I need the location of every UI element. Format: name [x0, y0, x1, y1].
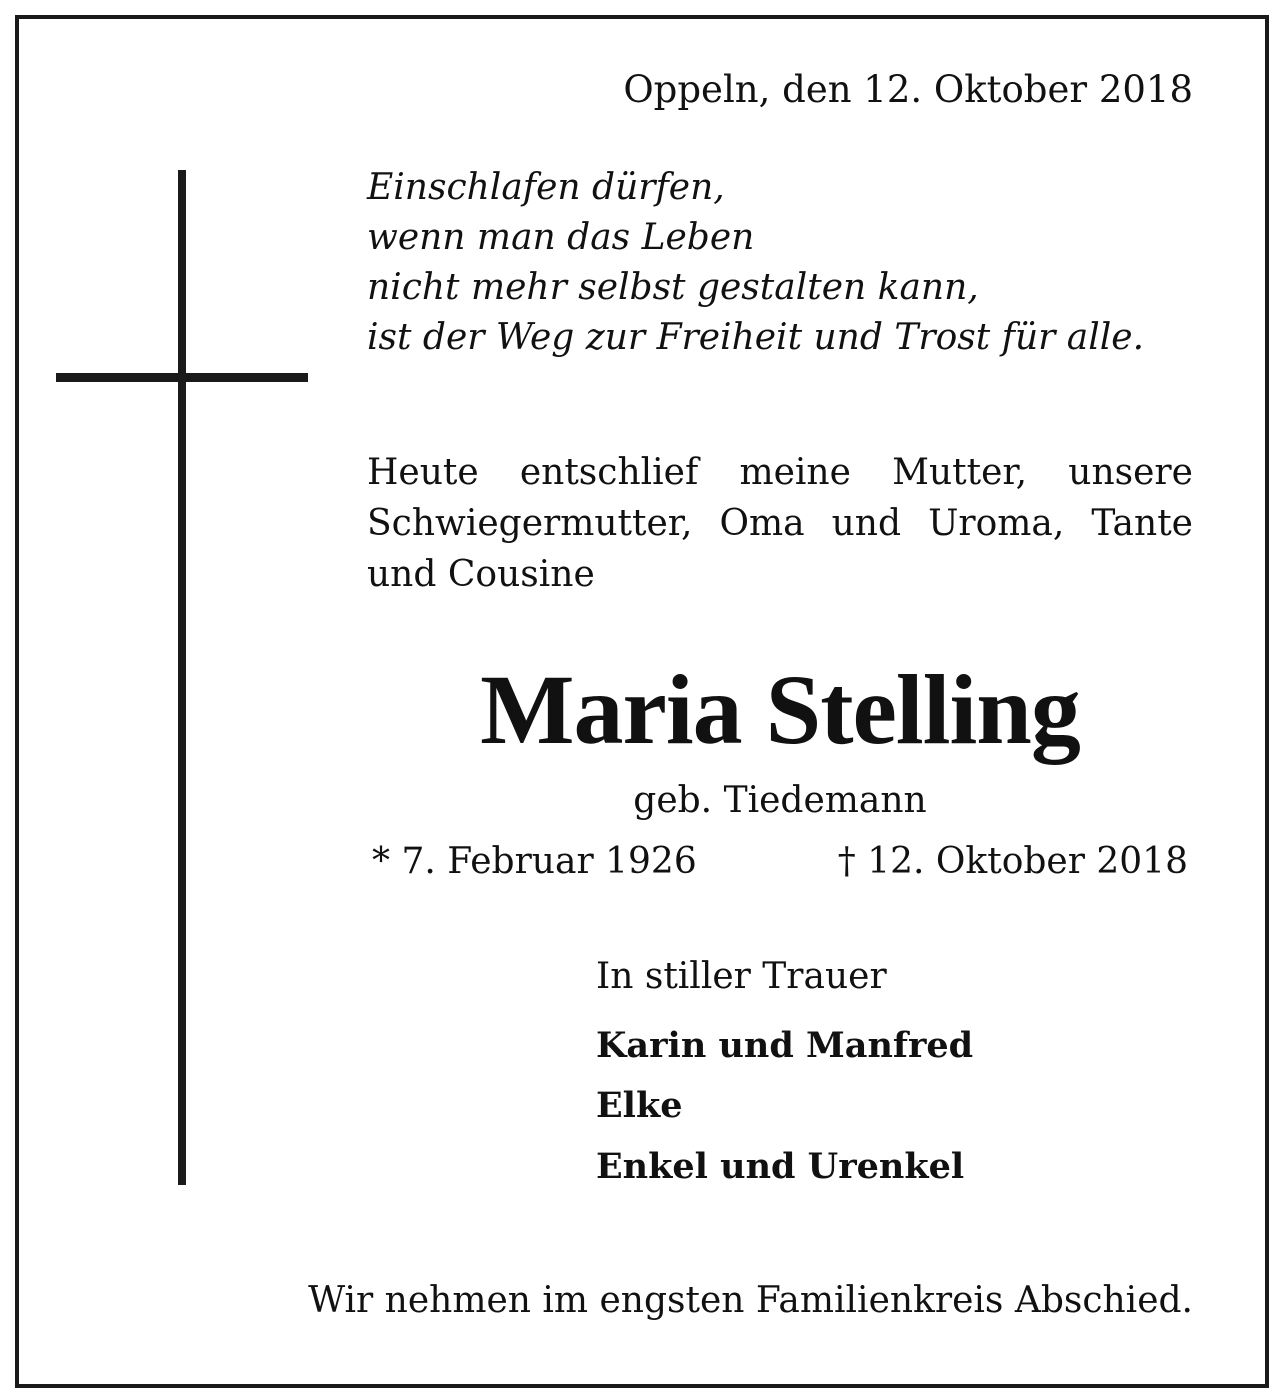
birth-date: * 7. Februar 1926: [372, 841, 697, 882]
word: Oma: [719, 503, 805, 544]
word: Tante: [1091, 503, 1193, 544]
cross-vertical-bar: [178, 170, 186, 1185]
mourner-name: Elke: [596, 1085, 683, 1126]
word: und: [831, 503, 902, 544]
closing-line: Wir nehmen im engsten Familienkreis Abschied.: [308, 1280, 1193, 1321]
word: Heute: [367, 452, 479, 493]
mourner-name: Karin und Manfred: [596, 1025, 974, 1066]
announcement-line: [367, 447, 1193, 498]
maiden-name: geb. Tiedemann: [633, 780, 927, 821]
place-and-date: Oppeln, den 12. Oktober 2018: [623, 68, 1193, 111]
poem-line: wenn man das Leben: [367, 217, 755, 258]
word: meine: [739, 452, 851, 493]
word: unsere: [1068, 452, 1193, 493]
mourner-name: Enkel und Urenkel: [596, 1146, 965, 1187]
announcement-line: und Cousine: [367, 554, 595, 595]
word: Schwiegermutter,: [367, 503, 693, 544]
mourning-phrase: In stiller Trauer: [596, 956, 887, 997]
deceased-name: Maria Stelling: [480, 654, 1080, 765]
poem-line: ist der Weg zur Freiheit und Trost für alle.: [367, 317, 1145, 358]
poem: [367, 163, 1193, 363]
death-date: † 12. Oktober 2018: [837, 841, 1188, 882]
word: Mutter,: [892, 452, 1028, 493]
cross-horizontal-bar: [56, 373, 308, 382]
announcement-text: [367, 447, 1193, 600]
announcement-line: [367, 498, 1193, 549]
word: entschlief: [519, 452, 699, 493]
word: Uroma,: [928, 503, 1065, 544]
poem-line: nicht mehr selbst gestalten kann,: [367, 267, 979, 308]
poem-line: Einschlafen dürfen,: [367, 167, 725, 208]
